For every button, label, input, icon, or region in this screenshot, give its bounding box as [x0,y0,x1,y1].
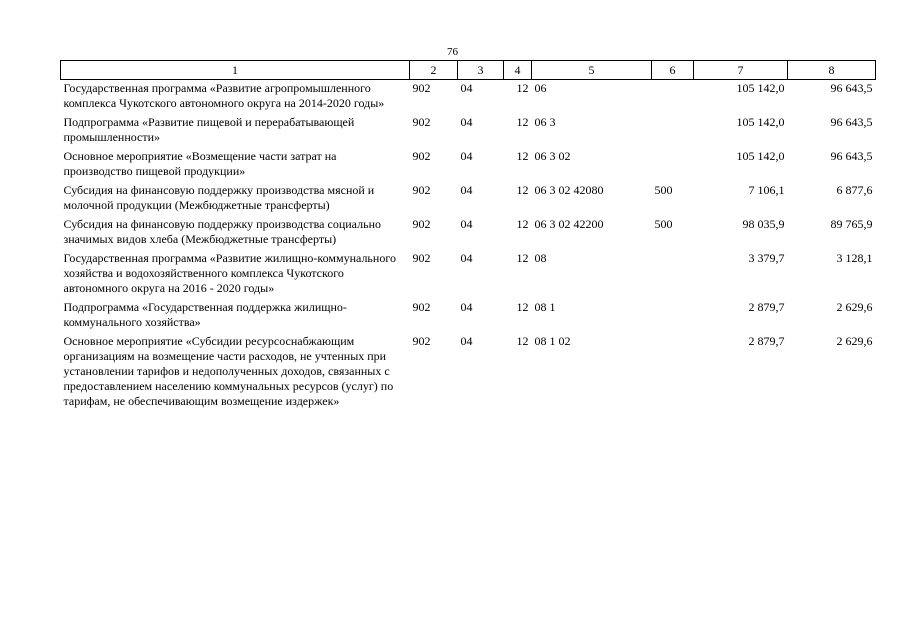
row-col-5: 08 1 02 [534,334,571,348]
row-col-4: 12 [516,334,529,348]
row-col-2: 902 [412,217,431,231]
row-name: Субсидия на финансовую поддержку производства социально значимых видов хлеба (Межбюджетные трансферты) [63,217,381,246]
row-col-4: 12 [516,81,529,95]
row-col-8: 3 128,1 [836,251,873,265]
table-row [61,250,876,299]
row-col-7: 7 106,1 [748,183,785,197]
row-col-8: 2 629,6 [836,334,873,348]
row-col-7: 3 379,7 [748,251,785,265]
row-col-2: 902 [412,81,431,95]
header-col-2: 2 [410,61,458,80]
page-number: 76 [447,46,458,58]
row-col-7: 2 879,7 [748,300,785,314]
row-col-7: 2 879,7 [748,334,785,348]
row-col-3: 04 [460,300,473,314]
row-name: Субсидия на финансовую поддержку производства мясной и молочной продукции (Межбюджетные трансферты) [63,183,375,212]
header-col-4: 4 [504,61,532,80]
header-row [61,61,876,80]
row-col-3: 04 [460,81,473,95]
header-col-1: 1 [61,61,410,80]
row-col-8: 2 629,6 [836,300,873,314]
row-col-5: 08 1 [534,300,556,314]
header-col-3: 3 [458,61,504,80]
row-col-4: 12 [516,115,529,129]
row-col-3: 04 [460,217,473,231]
row-col-6 [652,299,694,333]
row-col-8: 96 643,5 [830,115,873,129]
row-col-8: 89 765,9 [830,217,873,231]
row-col-4: 12 [516,217,529,231]
row-name: Подпрограмма «Государственная поддержка жилищно-коммунального хозяйства» [63,300,347,329]
row-col-2: 902 [412,115,431,129]
row-col-4: 12 [516,251,529,265]
row-col-7: 98 035,9 [742,217,785,231]
row-col-2: 902 [412,334,431,348]
row-col-2: 902 [412,251,431,265]
row-col-6 [652,333,694,412]
row-col-2: 902 [412,183,431,197]
row-col-5: 06 3 [534,115,556,129]
row-col-6: 500 [654,183,673,197]
row-col-6: 500 [654,217,673,231]
row-col-3: 04 [460,251,473,265]
table-row [61,333,876,412]
header-col-7: 7 [694,61,788,80]
table-row [61,299,876,333]
row-col-7: 105 142,0 [736,81,785,95]
row-col-8: 6 877,6 [836,183,873,197]
row-col-5: 06 3 02 42200 [534,217,604,231]
row-col-3: 04 [460,149,473,163]
header-col-5: 5 [532,61,652,80]
row-col-6 [652,250,694,299]
table-header [61,61,876,80]
row-name: Основное мероприятие «Субсидии ресурсоснабжающим организациям на возмещение части расходов, не учтенных при установлении тарифов и недополученных доходов, связанных с предоставлением населению коммунальных ресурсов (услуг) по тарифам, не обеспечивающим возмещение издержек» [63,334,394,408]
row-col-5: 06 [534,81,547,95]
row-col-7: 105 142,0 [736,115,785,129]
row-col-5: 08 [534,251,547,265]
header-col-8: 8 [788,61,876,80]
row-name: Государственная программа «Развитие агропромышленного комплекса Чукотского автономного округа на 2014-2020 годы» [63,81,385,110]
row-col-6 [652,114,694,148]
row-col-5: 06 3 02 [534,149,571,163]
row-col-3: 04 [460,183,473,197]
header-col-6: 6 [652,61,694,80]
row-name: Основное мероприятие «Возмещение части затрат на производство пищевой продукции» [63,149,337,178]
row-col-7: 105 142,0 [736,149,785,163]
table-body [61,80,876,413]
table-row [61,216,876,250]
row-col-8: 96 643,5 [830,81,873,95]
row-col-6 [652,148,694,182]
row-col-6 [652,80,694,115]
budget-table [60,60,876,412]
row-col-2: 902 [412,300,431,314]
table-row [61,114,876,148]
row-name: Государственная программа «Развитие жилищно-коммунального хозяйства и водохозяйственного комплекса Чукотского автономного округа на 2016 - 2020 годы» [63,251,396,295]
table-row [61,80,876,115]
row-col-8: 96 643,5 [830,149,873,163]
row-col-2: 902 [412,149,431,163]
row-col-4: 12 [516,183,529,197]
row-col-3: 04 [460,334,473,348]
row-name: Подпрограмма «Развитие пищевой и перерабатывающей промышленности» [63,115,355,144]
table-row [61,148,876,182]
row-col-4: 12 [516,149,529,163]
row-col-3: 04 [460,115,473,129]
row-col-4: 12 [516,300,529,314]
table-row [61,182,876,216]
row-col-5: 06 3 02 42080 [534,183,604,197]
